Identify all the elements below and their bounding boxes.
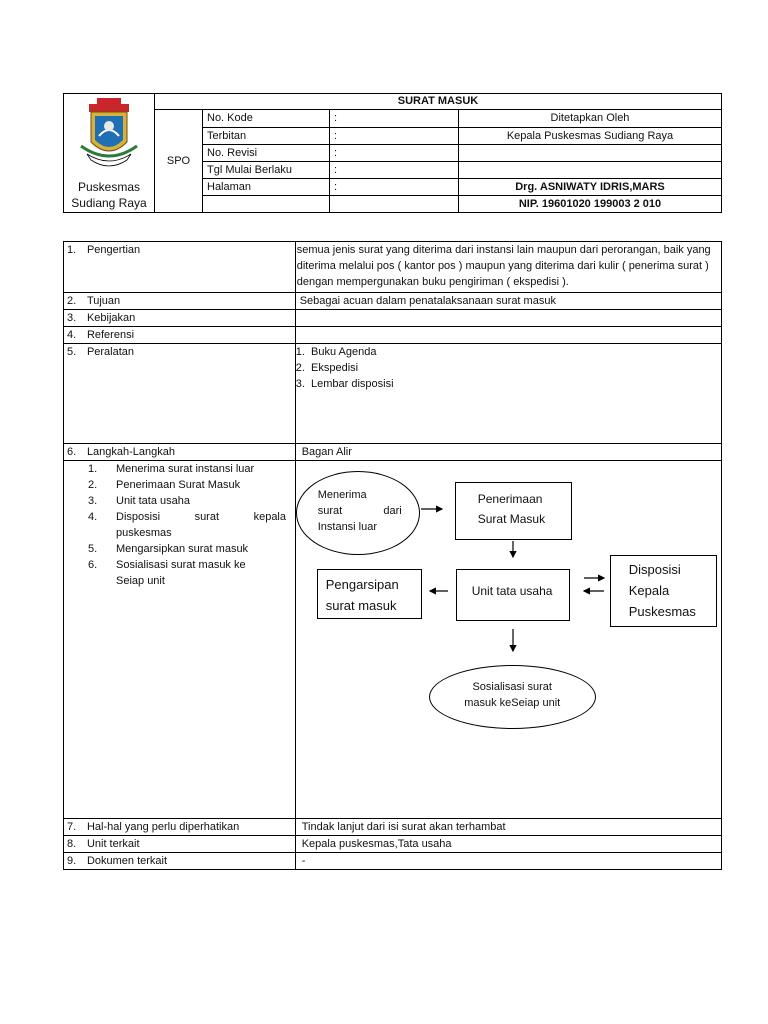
row-value-kebijakan [295, 310, 721, 327]
row-number: 5. [64, 344, 83, 444]
header-label-halaman: Halaman [203, 179, 330, 196]
list-item: 3. Lembar disposisi [295, 378, 394, 390]
puskesmas-emblem-icon [75, 96, 143, 178]
step-number: 5. [88, 543, 98, 555]
row-value-dokumen: - [295, 853, 721, 870]
list-item [88, 557, 288, 589]
row-number: 8. [64, 836, 83, 853]
row-label-pengertian: Pengertian [83, 242, 295, 293]
row-value-tujuan: Sebagai acuan dalam penatalaksanaan surat masuk [295, 293, 721, 310]
row-label-tujuan: Tujuan [83, 293, 295, 310]
row-value-referensi [295, 327, 721, 344]
header-colon: : [330, 128, 459, 145]
flow-text: dari [383, 505, 402, 517]
flow-text: Penerimaan [477, 492, 543, 506]
row-value-hal-hal: Tindak lanjut dari isi surat akan terhambat [295, 819, 721, 836]
spo-label: SPO [155, 110, 203, 213]
list-item [88, 477, 288, 493]
row-number: 6. [64, 444, 83, 461]
flow-text: Kepala [628, 583, 670, 598]
list-item: 1. Buku Agenda [295, 346, 377, 358]
header-signer-nip: NIP. 19601020 199003 2 010 [459, 196, 722, 213]
row-label-unit-terkait: Unit terkait [83, 836, 295, 853]
flow-text: surat masuk [325, 598, 397, 613]
step-text: Penerimaan Surat Masuk [116, 479, 241, 491]
logo-cell [64, 94, 155, 213]
row-label-langkah: Langkah-Langkah [83, 444, 295, 461]
step-text: Unit tata usaha [116, 495, 190, 507]
list-item [88, 493, 288, 509]
row-number: 9. [64, 853, 83, 870]
org-name-line2: Sudiang Raya [71, 196, 147, 210]
header-label-empty [203, 196, 330, 213]
flow-text: Surat Masuk [477, 512, 546, 526]
flow-text: Puskesmas [628, 604, 696, 619]
header-label-kode: No. Kode [203, 110, 330, 128]
row-label-dokumen: Dokumen terkait [83, 853, 295, 870]
step-text: Menerima surat instansi luar [116, 463, 255, 475]
list-item [88, 461, 288, 477]
row-value-bagan-alir: Bagan Alir [295, 444, 721, 461]
flow-text: Instansi luar [317, 521, 378, 533]
row-number: 1. [64, 242, 83, 293]
steps-list [88, 461, 288, 589]
row-number: 4. [64, 327, 83, 344]
step-number: 6. [88, 559, 98, 571]
header-colon: : [330, 145, 459, 162]
row-value-peralatan [295, 344, 721, 444]
row-number: 7. [64, 819, 83, 836]
row-label-kebijakan: Kebijakan [83, 310, 295, 327]
step-text: Disposisi surat kepala puskesmas [116, 511, 286, 539]
row-number: 2. [64, 293, 83, 310]
list-item [88, 541, 288, 557]
flowchart-cell [295, 461, 721, 819]
doc-title: SURAT MASUK [155, 94, 722, 110]
flow-text: Menerima [317, 489, 367, 501]
header-right-empty [459, 162, 722, 179]
spo-content-table [63, 241, 722, 870]
step-number: 3. [88, 495, 98, 507]
flow-arrows [296, 461, 722, 761]
header-right-empty [459, 145, 722, 162]
step-text: Mengarsipkan surat masuk [116, 543, 249, 555]
flow-text: Disposisi [628, 562, 681, 577]
header-colon: : [330, 162, 459, 179]
header-label-revisi: No. Revisi [203, 145, 330, 162]
flow-text: surat [317, 505, 343, 517]
header-right-kepala: Kepala Puskesmas Sudiang Raya [459, 128, 722, 145]
header-colon [330, 196, 459, 213]
step-number: 2. [88, 479, 98, 491]
row-value-unit-terkait: Kepala puskesmas,Tata usaha [295, 836, 721, 853]
row-label-referensi: Referensi [83, 327, 295, 344]
org-name-line1: Puskesmas [77, 180, 141, 194]
row-value-pengertian: semua jenis surat yang diterima dari instansi lain maupun dari perorangan, baik yang diterima melalui pos ( kantor pos ) maupun yang diterima dari kulir ( penerima surat ) dengan mempergunakan buku pengiriman ( ekspedisi ). [295, 242, 721, 293]
header-colon: : [330, 179, 459, 196]
flow-text: masuk keSeiap unit [464, 697, 561, 709]
row-number: 3. [64, 310, 83, 327]
steps-cell [64, 461, 296, 819]
flow-text: Pengarsipan [325, 577, 399, 592]
header-right-ditetapkan: Ditetapkan Oleh [459, 110, 722, 128]
step-number: 4. [88, 511, 98, 523]
step-text: Sosialisasi surat masuk ke Seiap unit [116, 559, 246, 587]
row-label-peralatan: Peralatan [83, 344, 295, 444]
list-item [88, 509, 288, 541]
list-item: 2. Ekspedisi [295, 362, 359, 374]
header-label-terbitan: Terbitan [203, 128, 330, 145]
row-label-hal-hal: Hal-hal yang perlu diperhatikan [83, 819, 295, 836]
header-signer-name: Drg. ASNIWATY IDRIS,MARS [459, 179, 722, 196]
header-label-tgl: Tgl Mulai Berlaku [203, 162, 330, 179]
header-colon: : [330, 110, 459, 128]
flow-text: Unit tata usaha [471, 584, 553, 598]
step-number: 1. [88, 463, 98, 475]
flow-text: Sosialisasi surat [472, 681, 552, 693]
header-table [63, 93, 722, 213]
